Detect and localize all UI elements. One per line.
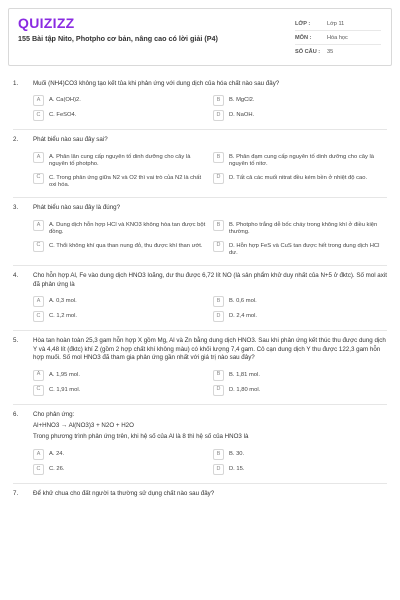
option-text: B. 1,81 mol.: [229, 371, 260, 378]
meta-row-subject: [295, 31, 381, 45]
option-text: D. 2,4 mol.: [229, 313, 258, 320]
answer-option-c[interactable]: [33, 111, 207, 121]
question-item: [13, 484, 387, 506]
question-number: 5.: [13, 337, 19, 345]
meta-row-class: [295, 17, 381, 31]
question-text: Hòa tan hoàn toàn 25,3 gam hỗn hợp X gồm Mg, Al và Zn bằng dung dịch HNO3. Sau khi phản ứng kết thúc thu được dung dịch Y và 4,48 lít (đktc) khí Z (gồm 2 hợp chất khí không màu) có khối lượng 7,4 gam. Cô cạn dung dịch Y thu được 122,3 gam hỗn hợp muối. Số mol HNO3 đã tham gia phản ứng gần nhất với giá trị nào sau đây?: [33, 337, 386, 362]
option-letter: D: [213, 110, 224, 121]
option-text: C. 1,2 mol.: [49, 313, 78, 320]
option-text: C. FeSO4.: [49, 112, 77, 119]
answer-option-d[interactable]: [213, 242, 387, 258]
question-number: 1.: [13, 80, 19, 87]
option-text: B. Phân đạm cung cấp nguyên tố dinh dưỡng cho cây là nguyên tố nitơ.: [229, 153, 374, 168]
meta-value: Lớp 11: [327, 20, 345, 27]
option-letter: A: [33, 95, 44, 106]
option-letter: D: [213, 241, 224, 252]
question-text: Phát biểu nào sau đây sai?: [33, 136, 108, 144]
question-number: 2.: [13, 136, 19, 144]
question-text: Phát biểu nào sau đây là đúng?: [33, 204, 121, 212]
option-letter: C: [33, 311, 44, 322]
meta-label: MÔN :: [295, 34, 312, 41]
meta-label: LỚP :: [295, 20, 311, 27]
option-text: C. Trong phản ứng giữa N2 và O2 thì vai trò của N2 là chất oxi hóa.: [49, 174, 202, 189]
option-letter: D: [213, 385, 224, 396]
option-letter: C: [33, 385, 44, 396]
option-text: B. Photpho trắng dễ bốc cháy trong không khí ở điều kiện thường.: [229, 221, 378, 236]
question-text: Để khử chua cho đất người ta thường sử dụng chất nào sau đây?: [33, 489, 215, 497]
question-item: [13, 331, 387, 404]
question-text: Cho hỗn hợp Al, Fe vào dung dịch HNO3 loãng, dư thu được 6,72 lít NO (là sản phẩm khử duy nhất của N+5 ở đktc). Số mol axit đã phản ứng là: [33, 272, 387, 288]
option-letter: B: [213, 95, 224, 106]
option-grid: [33, 96, 387, 121]
quizizz-logo: QUIZIZZ: [18, 15, 75, 31]
option-text: D. Tất cả các muối nitrat đều kém bền ở nhiệt độ cao.: [229, 174, 368, 181]
meta-label: SỐ CÂU :: [295, 49, 321, 55]
question-item: [13, 266, 387, 331]
option-grid: [33, 221, 387, 258]
question-item: [13, 405, 387, 484]
option-text: C. 26.: [49, 465, 65, 472]
reaction-equation: Al+HNO3 → Al(NO3)3 + N2O + H2O: [33, 421, 134, 429]
answer-option-b[interactable]: [213, 371, 387, 381]
question-text: Cho phản ứng:: [33, 410, 75, 418]
option-text: B. MgCl2.: [229, 97, 255, 104]
answer-option-a[interactable]: [33, 221, 207, 237]
answer-option-a[interactable]: [33, 96, 207, 106]
answer-option-c[interactable]: [33, 312, 207, 322]
option-letter: B: [213, 370, 224, 381]
worksheet-title: 155 Bài tập Nito, Photpho cơ bản, nâng cao có lời giải (P4): [18, 34, 218, 43]
option-text: A. Dung dịch hỗn hợp HCl và KNO3 không hòa tan được bột đồng.: [49, 221, 206, 236]
answer-option-d[interactable]: [213, 386, 387, 396]
option-text: D. NaOH.: [229, 112, 255, 119]
option-grid: [33, 450, 387, 475]
option-grid: [33, 153, 387, 190]
option-text: A. 24.: [49, 450, 65, 457]
option-letter: A: [33, 152, 44, 163]
question-item: [13, 130, 387, 198]
option-letter: D: [213, 173, 224, 184]
answer-option-b[interactable]: [213, 450, 387, 460]
option-text: D. Hỗn hợp FeS và CuS tan được hết trong dung dịch HCl dư.: [229, 242, 380, 257]
option-letter: A: [33, 370, 44, 381]
question-number: 4.: [13, 272, 19, 280]
question-number: 6.: [13, 410, 19, 418]
answer-option-c[interactable]: [33, 465, 207, 475]
question-list: [13, 74, 387, 506]
option-text: C. 1,91 mol.: [49, 386, 81, 393]
question-item: [13, 74, 387, 130]
answer-option-b[interactable]: [213, 96, 387, 106]
option-letter: B: [213, 449, 224, 460]
answer-option-d[interactable]: [213, 312, 387, 322]
option-letter: A: [33, 449, 44, 460]
answer-option-b[interactable]: [213, 221, 387, 237]
answer-option-a[interactable]: [33, 297, 207, 307]
option-letter: B: [213, 152, 224, 163]
option-letter: C: [33, 173, 44, 184]
option-text: C. Thổi không khí qua than nung đỏ, thu được khí than ướt.: [49, 242, 203, 249]
option-text: A. Ca(OH)2.: [49, 97, 81, 104]
option-text: B. 30.: [229, 450, 245, 457]
option-letter: C: [33, 464, 44, 475]
option-letter: B: [213, 296, 224, 307]
meta-value: 35: [327, 49, 334, 55]
answer-option-d[interactable]: [213, 465, 387, 475]
option-letter: A: [33, 296, 44, 307]
worksheet-header: [8, 8, 392, 66]
question-number: 3.: [13, 204, 19, 212]
option-text: D. 1,80 mol.: [229, 386, 261, 393]
answer-option-a[interactable]: [33, 450, 207, 460]
option-letter: D: [213, 311, 224, 322]
question-item: [13, 198, 387, 266]
question-subtext: Trong phương trình phản ứng trên, khi hệ số của Al là 8 thì hệ số của HNO3 là: [33, 433, 249, 441]
option-letter: D: [213, 464, 224, 475]
option-text: A. 1,95 mol.: [49, 371, 80, 378]
answer-option-c[interactable]: [33, 386, 207, 396]
answer-option-c[interactable]: [33, 242, 207, 258]
option-text: D. 15.: [229, 465, 245, 472]
meta-value: Hóa học: [327, 34, 348, 41]
option-letter: C: [33, 110, 44, 121]
option-text: B. 0,6 mol.: [229, 298, 257, 305]
option-text: A. Phân lân cung cấp nguyên tố dinh dưỡng cho cây là nguyên tố photpho.: [49, 153, 191, 168]
question-number: 7.: [13, 489, 19, 497]
answer-option-d[interactable]: [213, 174, 387, 190]
meta-row-question-count: [295, 45, 381, 59]
option-letter: B: [213, 220, 224, 231]
answer-option-c[interactable]: [33, 174, 207, 190]
option-letter: C: [33, 241, 44, 252]
option-text: A. 0,3 mol.: [49, 298, 77, 305]
answer-option-b[interactable]: [213, 297, 387, 307]
option-grid: [33, 371, 387, 396]
answer-option-a[interactable]: [33, 371, 207, 381]
answer-option-b[interactable]: [213, 153, 387, 169]
question-text: Muối (NH4)CO3 không tạo kết tủa khi phản ứng với dung dịch của hóa chất nào sau đây?: [33, 80, 280, 87]
answer-option-a[interactable]: [33, 153, 207, 169]
option-grid: [33, 297, 387, 322]
worksheet-meta: [295, 17, 381, 59]
option-letter: A: [33, 220, 44, 231]
answer-option-d[interactable]: [213, 111, 387, 121]
